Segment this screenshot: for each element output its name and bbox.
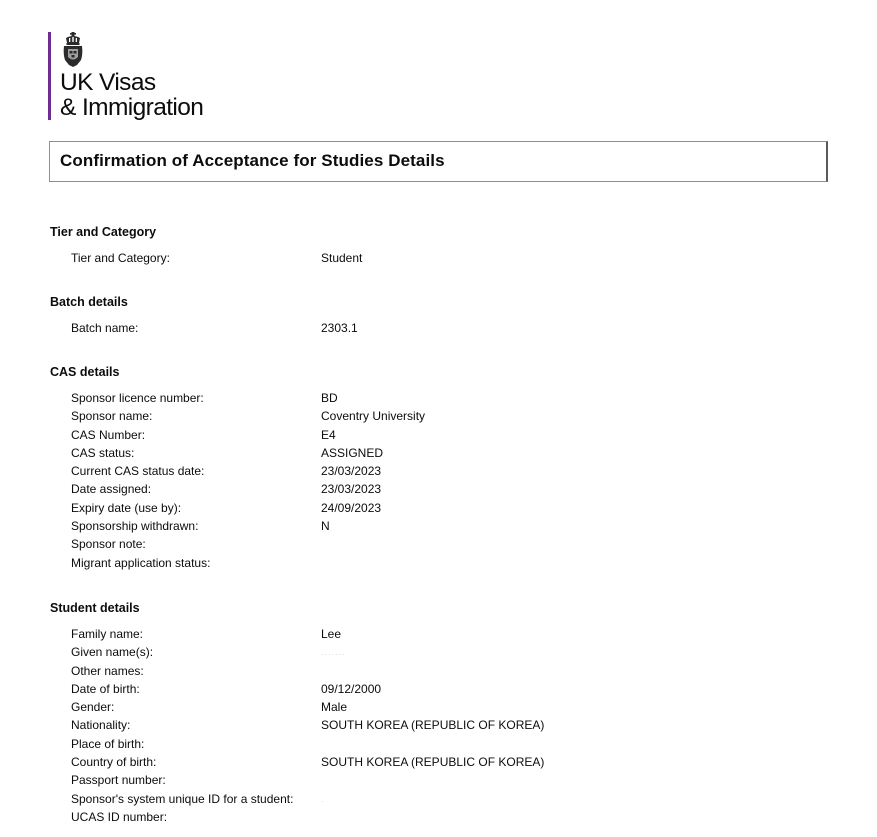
detail-row	[50, 517, 830, 535]
royal-crest-icon	[62, 32, 84, 70]
detail-label: Nationality:	[71, 718, 131, 733]
ukvi-logo	[48, 32, 203, 120]
detail-row	[50, 662, 830, 680]
detail-value-redacted: .......	[321, 647, 346, 658]
section-heading: CAS details	[50, 365, 120, 379]
detail-label: Place of birth:	[71, 736, 145, 751]
detail-row	[50, 771, 830, 789]
section-cas-details	[50, 363, 830, 572]
detail-value: Lee	[321, 627, 342, 641]
detail-row	[50, 808, 830, 826]
detail-label: Current CAS status date:	[71, 464, 205, 479]
detail-row	[50, 407, 830, 425]
detail-label: Sponsor name:	[71, 409, 153, 424]
brand-line-1: UK Visas	[60, 69, 156, 96]
detail-value: Male	[321, 700, 348, 715]
detail-value: 09/12/2000	[321, 681, 382, 696]
section-student-details	[50, 599, 830, 826]
detail-label: Gender:	[71, 700, 115, 715]
detail-label: Other names:	[71, 663, 144, 678]
detail-row	[50, 680, 830, 698]
detail-row	[50, 444, 830, 462]
detail-label: Date assigned:	[71, 482, 152, 497]
detail-row	[50, 735, 830, 753]
section-heading: Student details	[50, 601, 140, 615]
detail-label: Family name:	[71, 627, 144, 641]
detail-value-redacted: .	[321, 793, 325, 804]
detail-label: UCAS ID number:	[71, 809, 168, 824]
detail-row	[50, 249, 830, 267]
detail-label: Sponsorship withdrawn:	[71, 519, 199, 534]
detail-value: E4	[321, 427, 336, 442]
detail-row	[50, 480, 830, 498]
detail-label: CAS Number:	[71, 427, 146, 442]
detail-value: BD	[321, 391, 338, 405]
detail-value: SOUTH KOREA (REPUBLIC OF KOREA)	[321, 718, 545, 733]
detail-label: Sponsor's system unique ID for a student:	[71, 791, 294, 806]
title-box	[49, 141, 828, 182]
section-tier-and-category	[50, 223, 830, 267]
detail-label: Passport number:	[71, 773, 166, 788]
detail-value: SOUTH KOREA (REPUBLIC OF KOREA)	[321, 755, 545, 770]
detail-label: Batch name:	[71, 321, 139, 335]
detail-value: N	[321, 519, 330, 534]
detail-value: 24/09/2023	[321, 500, 382, 515]
detail-value: 2303.1	[321, 321, 358, 335]
page-title: Confirmation of Acceptance for Studies Details	[60, 151, 445, 170]
detail-row	[50, 716, 830, 734]
detail-value: ASSIGNED	[321, 445, 384, 460]
detail-row	[50, 625, 830, 643]
detail-row	[50, 535, 830, 553]
detail-row	[50, 499, 830, 517]
detail-label: Expiry date (use by):	[71, 500, 182, 515]
detail-label: Sponsor licence number:	[71, 391, 204, 405]
detail-row	[50, 698, 830, 716]
brand-line-2: & Immigration	[60, 94, 204, 121]
detail-label: Migrant application status:	[71, 555, 211, 570]
detail-row	[50, 643, 830, 661]
detail-row	[50, 319, 830, 337]
section-batch-details	[50, 293, 830, 337]
section-heading: Batch details	[50, 295, 128, 309]
detail-label: Given name(s):	[71, 645, 154, 660]
detail-label: Country of birth:	[71, 755, 157, 770]
detail-label: Sponsor note:	[71, 537, 146, 552]
detail-row	[50, 462, 830, 480]
detail-row	[50, 790, 830, 808]
detail-value: Coventry University	[321, 409, 426, 424]
detail-value: 23/03/2023	[321, 464, 382, 479]
detail-row	[50, 389, 830, 407]
detail-row	[50, 554, 830, 572]
section-heading: Tier and Category	[50, 225, 157, 239]
detail-row	[50, 753, 830, 771]
detail-label: CAS status:	[71, 445, 135, 460]
detail-label: Date of birth:	[71, 681, 140, 696]
detail-label: Tier and Category:	[71, 251, 170, 265]
detail-value: 23/03/2023	[321, 482, 382, 497]
detail-value: Student	[321, 251, 363, 265]
detail-row	[50, 426, 830, 444]
